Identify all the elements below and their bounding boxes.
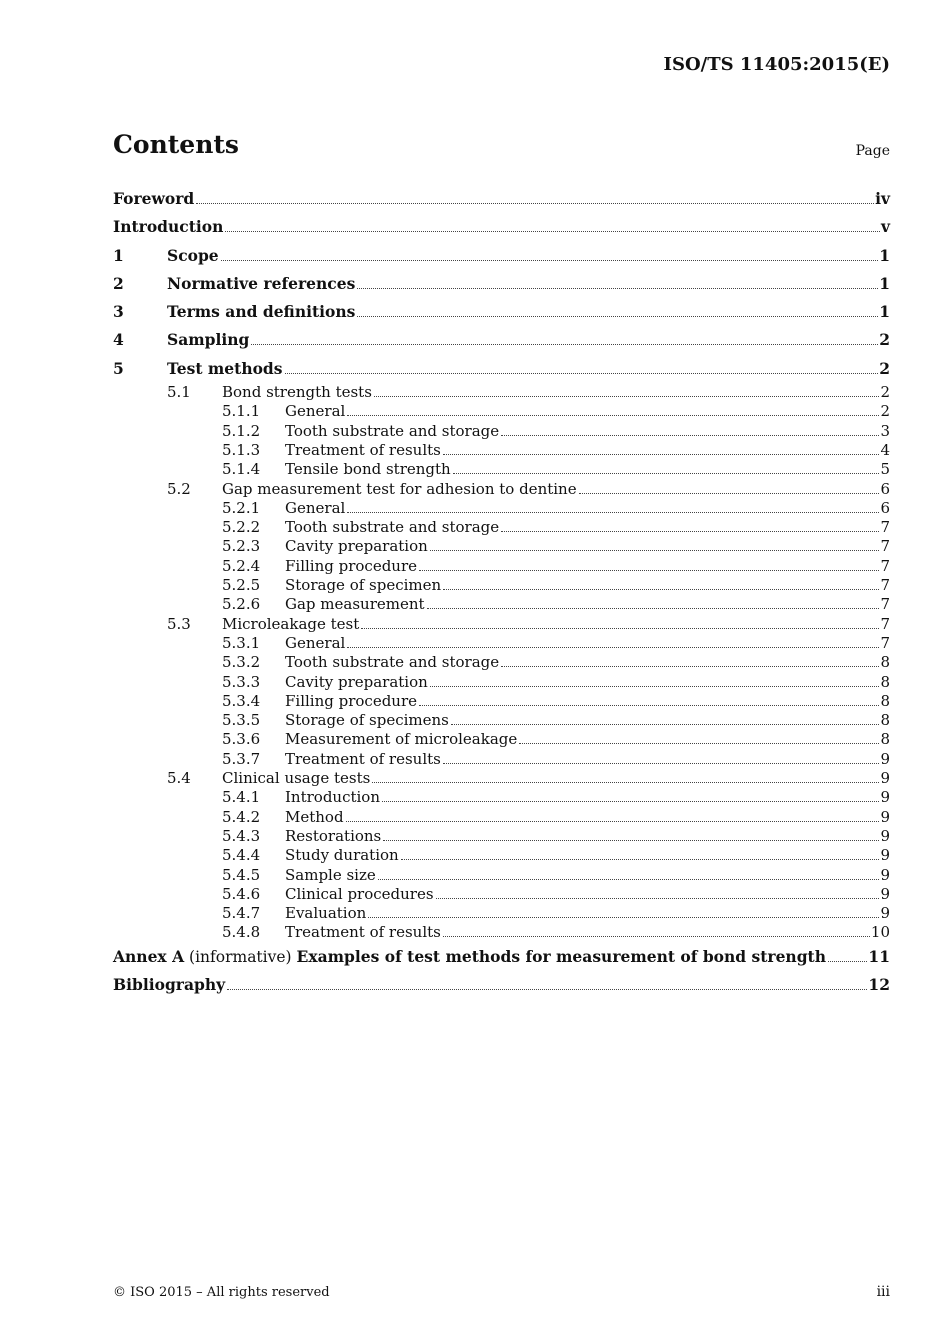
toc-entry[interactable] <box>113 270 890 298</box>
toc-entry-number: 5.1.3 <box>222 440 261 459</box>
dot-leader <box>501 666 879 667</box>
dot-leader <box>357 316 878 317</box>
toc-page-number: 8 <box>880 672 890 691</box>
toc-entry-number: 5.2.2 <box>222 518 261 537</box>
toc-entry-label: Cavity preparation <box>285 672 428 691</box>
dot-leader <box>430 686 880 687</box>
dot-leader <box>443 763 880 764</box>
footer-page-number: iii <box>876 1284 890 1300</box>
toc-page-number: 2 <box>880 402 890 421</box>
toc-entry-number: 5.2.3 <box>222 537 261 556</box>
toc-entry[interactable] <box>113 402 890 421</box>
toc-entry[interactable] <box>113 326 890 354</box>
toc-entry-number: 5.1 <box>167 383 191 402</box>
dot-leader <box>378 879 880 880</box>
toc-entry[interactable] <box>113 904 890 923</box>
dot-leader <box>347 647 879 648</box>
toc-entry-number: 5.3.1 <box>222 633 261 652</box>
toc-page-number: 8 <box>880 691 890 710</box>
toc-page-number: 2 <box>879 330 890 350</box>
toc-page-number: 1 <box>879 273 890 293</box>
toc-entry[interactable] <box>113 730 890 749</box>
toc-entry[interactable] <box>113 422 890 441</box>
toc-entry-label: Filling procedure <box>285 691 418 710</box>
annex-title: Examples of test methods for measurement of bond strength <box>296 946 826 966</box>
toc-entry-number: 5.3 <box>167 614 191 633</box>
dot-leader <box>196 203 874 204</box>
toc-entry-label: General <box>285 633 346 652</box>
toc-page-number: 2 <box>880 383 890 402</box>
toc-entry-label: Clinical procedures <box>285 884 434 903</box>
toc-entry[interactable] <box>113 499 890 518</box>
toc-entry-number: 5.4.7 <box>222 904 261 923</box>
toc-entry[interactable] <box>113 885 890 904</box>
toc-entry-label: Filling procedure <box>285 556 418 575</box>
dot-leader <box>225 231 880 232</box>
toc-entry-label: Sample size <box>285 865 376 884</box>
toc-entry-label: Storage of specimens <box>285 711 449 730</box>
toc-page-number: 9 <box>880 826 890 845</box>
toc-entry[interactable] <box>113 383 890 402</box>
toc-entries <box>113 185 890 943</box>
toc-page-number: 7 <box>880 576 890 595</box>
toc-page-number: 7 <box>880 537 890 556</box>
toc-entry-label: Bond strength tests <box>222 383 372 402</box>
toc-entry-label: General <box>285 402 346 421</box>
toc-entry-number: 5.2.4 <box>222 556 261 575</box>
toc-page-number: 7 <box>880 518 890 537</box>
toc-entry-label: Evaluation <box>285 904 367 923</box>
dot-leader <box>368 917 879 918</box>
toc-entry[interactable] <box>113 750 890 769</box>
toc-page-number: 8 <box>880 730 890 749</box>
toc-entry[interactable] <box>113 634 890 653</box>
toc-page-number: 6 <box>880 498 890 517</box>
toc-entry-number: 1 <box>113 245 124 265</box>
toc-entry-number: 5.1.4 <box>222 460 261 479</box>
toc-entry[interactable] <box>113 242 890 270</box>
toc-entry[interactable] <box>113 185 890 213</box>
toc-entry[interactable] <box>113 480 890 499</box>
dot-leader <box>401 859 880 860</box>
toc-page-number: 9 <box>880 846 890 865</box>
toc-entry-label: Scope <box>167 245 219 265</box>
toc-entry-label: Gap measurement test for adhesion to dentine <box>222 479 577 498</box>
table-of-contents <box>113 185 890 999</box>
dot-leader <box>501 435 879 436</box>
dot-leader <box>372 782 879 783</box>
page-title: Contents <box>113 130 240 159</box>
toc-entry-number: 5.1.1 <box>222 402 261 421</box>
toc-entry-label: Bibliography <box>113 974 226 994</box>
toc-entry-number: 5.4 <box>167 769 191 788</box>
dot-leader <box>451 724 880 725</box>
toc-page-number: 7 <box>880 595 890 614</box>
dot-leader <box>443 454 880 455</box>
toc-entry-number: 4 <box>113 330 124 350</box>
toc-page-number: v <box>880 217 890 237</box>
toc-entry-number: 5.4.2 <box>222 807 261 826</box>
toc-entry-label: Sampling <box>167 330 250 350</box>
toc-page-number: 9 <box>880 749 890 768</box>
dot-leader <box>430 550 880 551</box>
dot-leader <box>443 589 879 590</box>
toc-entry[interactable] <box>113 923 890 942</box>
toc-entry-number: 5.4.3 <box>222 826 261 845</box>
toc-entry-label: Storage of specimen <box>285 576 442 595</box>
dot-leader <box>383 840 879 841</box>
toc-entry-label: Normative references <box>167 273 356 293</box>
dot-leader <box>347 512 879 513</box>
toc-entry[interactable] <box>113 557 890 576</box>
dot-leader <box>347 415 879 416</box>
toc-page-number: 2 <box>879 358 890 378</box>
dot-leader <box>519 743 879 744</box>
toc-entry[interactable] <box>113 788 890 807</box>
toc-entry[interactable] <box>113 213 890 241</box>
toc-entry-label: Restorations <box>285 826 382 845</box>
toc-entry-number: 5.1.2 <box>222 421 261 440</box>
toc-entry-label: Introduction <box>113 217 224 237</box>
toc-entry[interactable] <box>113 846 890 865</box>
toc-entry-label: General <box>285 498 346 517</box>
toc-entry-label: Test methods <box>167 358 283 378</box>
dot-leader <box>382 801 879 802</box>
toc-entry-number: 5.3.2 <box>222 653 261 672</box>
toc-page-number: 7 <box>880 633 890 652</box>
toc-entry-number: 5.2.1 <box>222 498 261 517</box>
page-column-label: Page <box>855 143 890 159</box>
toc-entry-label: Gap measurement <box>285 595 425 614</box>
toc-entry-number: 5.3.7 <box>222 749 261 768</box>
toc-page-number: 9 <box>880 769 890 788</box>
dot-leader <box>374 396 880 397</box>
toc-entry[interactable] <box>113 298 890 326</box>
toc-entry-label: Microleakage test <box>222 614 360 633</box>
toc-entry-annex-a[interactable] <box>113 943 890 971</box>
toc-entry-number: 5.3.3 <box>222 672 261 691</box>
toc-entry-bibliography[interactable] <box>113 971 890 999</box>
toc-page-number: 9 <box>880 904 890 923</box>
toc-entry[interactable] <box>113 595 890 614</box>
toc-page-number: 10 <box>870 923 890 942</box>
toc-page-number: 8 <box>880 653 890 672</box>
toc-entry[interactable] <box>113 537 890 556</box>
toc-entry-number: 5.4.1 <box>222 788 261 807</box>
dot-leader <box>579 493 880 494</box>
toc-entry-number: 5.2.5 <box>222 576 261 595</box>
dot-leader <box>221 260 879 261</box>
dot-leader <box>357 288 878 289</box>
dot-leader <box>419 705 879 706</box>
toc-entry-number: 5.4.5 <box>222 865 261 884</box>
toc-entry-number: 5.3.6 <box>222 730 261 749</box>
toc-entry-label: Cavity preparation <box>285 537 428 556</box>
toc-entry[interactable] <box>113 692 890 711</box>
toc-entry[interactable] <box>113 808 890 827</box>
toc-entry-label: Tooth substrate and storage <box>285 518 500 537</box>
dot-leader <box>436 898 880 899</box>
toc-entry-label: Tooth substrate and storage <box>285 421 500 440</box>
toc-entry-label: Method <box>285 807 344 826</box>
toc-entry-label: Terms and definitions <box>167 302 356 322</box>
toc-page-number: 9 <box>880 865 890 884</box>
toc-entry-label: Treatment of results <box>285 923 441 942</box>
toc-entry-label: Clinical usage tests <box>222 769 371 788</box>
dot-leader <box>361 628 879 629</box>
document-id: ISO/TS 11405:2015(E) <box>663 54 890 75</box>
toc-page-number: iv <box>875 189 890 208</box>
toc-entry-number: 5.4.8 <box>222 923 261 942</box>
toc-entry-label: Study duration <box>285 846 399 865</box>
toc-page-number: 5 <box>880 460 890 479</box>
toc-entry[interactable] <box>113 653 890 672</box>
toc-entry-label: Introduction <box>285 788 380 807</box>
annex-prefix: Annex A <box>113 946 185 966</box>
toc-entry-number: 5.4.4 <box>222 846 261 865</box>
toc-entry-number: 2 <box>113 273 124 293</box>
toc-entry-number: 5.3.4 <box>222 691 261 710</box>
toc-entry-number: 5 <box>113 358 124 378</box>
dot-leader <box>346 821 880 822</box>
toc-page-number: 3 <box>880 421 890 440</box>
toc-page-number: 7 <box>880 556 890 575</box>
dot-leader <box>427 608 880 609</box>
dot-leader <box>828 961 867 962</box>
toc-page-number: 1 <box>879 245 890 265</box>
toc-page-number: 11 <box>868 946 890 966</box>
toc-page-number: 12 <box>868 974 890 994</box>
toc-page-number: 9 <box>880 788 890 807</box>
toc-entry[interactable] <box>113 711 890 730</box>
toc-entry[interactable] <box>113 460 890 479</box>
toc-entry-number: 5.3.5 <box>222 711 261 730</box>
toc-page-number: 8 <box>880 711 890 730</box>
toc-entry[interactable] <box>113 866 890 885</box>
dot-leader <box>453 473 880 474</box>
toc-entry-number: 5.2 <box>167 479 191 498</box>
dot-leader <box>419 570 879 571</box>
toc-entry[interactable] <box>113 441 890 460</box>
dot-leader <box>227 989 867 990</box>
toc-entry-label: Treatment of results <box>285 440 441 459</box>
toc-page-number: 4 <box>880 440 890 459</box>
toc-page-number: 9 <box>880 807 890 826</box>
toc-entry[interactable] <box>113 827 890 846</box>
toc-page-number: 7 <box>880 614 890 633</box>
toc-entry-label: Foreword <box>113 189 195 208</box>
dot-leader <box>501 531 879 532</box>
toc-entry[interactable] <box>113 355 890 383</box>
toc-entry[interactable] <box>113 615 890 634</box>
footer-copyright: © ISO 2015 – All rights reserved <box>113 1285 330 1300</box>
toc-page-number: 1 <box>879 302 890 322</box>
toc-entry-label: Measurement of microleakage <box>285 730 518 749</box>
toc-page-number: 6 <box>880 479 890 498</box>
toc-entry-label: Tooth substrate and storage <box>285 653 500 672</box>
toc-entry[interactable] <box>113 518 890 537</box>
annex-kind: (informative) <box>189 947 292 966</box>
toc-entry-number: 3 <box>113 302 124 322</box>
toc-entry[interactable] <box>113 769 890 788</box>
toc-entry-label: Tensile bond strength <box>285 460 451 479</box>
toc-page-number: 9 <box>880 884 890 903</box>
dot-leader <box>251 344 878 345</box>
toc-entry-label: Treatment of results <box>285 749 441 768</box>
dot-leader <box>285 373 879 374</box>
toc-entry-number: 5.2.6 <box>222 595 261 614</box>
dot-leader <box>443 936 870 937</box>
toc-entry[interactable] <box>113 673 890 692</box>
toc-entry[interactable] <box>113 576 890 595</box>
toc-entry-number: 5.4.6 <box>222 884 261 903</box>
